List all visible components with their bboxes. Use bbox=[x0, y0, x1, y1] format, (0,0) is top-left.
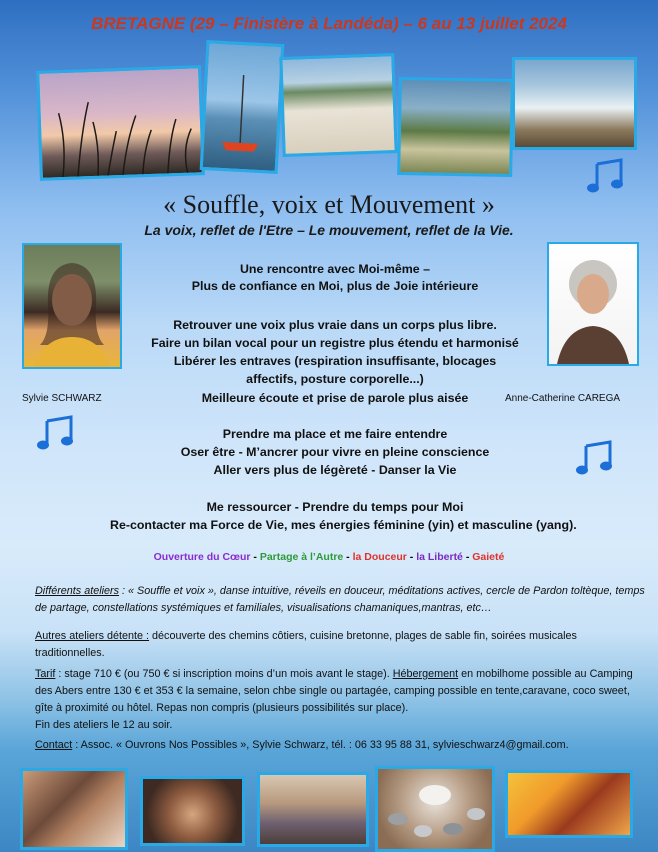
value-separator: - bbox=[343, 551, 353, 563]
ateliers-paragraph bbox=[35, 583, 645, 617]
text-line: affectifs, posture corporelle...) bbox=[246, 372, 424, 386]
music-note-icon bbox=[574, 440, 616, 476]
page-title: « Souffle, voix et Mouvement » bbox=[163, 190, 495, 219]
photo-sailboat bbox=[200, 40, 285, 174]
hebergement-text: en mobilhome possible au Camping des Abers entre 130 € et 353 € la semaine, selon chbe single ou partagée, camping possible en tente,caravane, coco sweet, gîte à proximité ou hôtel. Repas non compris (plusieurs possibilités sur place). bbox=[35, 668, 633, 714]
photo-circle-hands bbox=[140, 776, 245, 846]
text-line: Prendre ma place et me faire entendre bbox=[222, 427, 448, 441]
ateliers-label: Différents ateliers bbox=[35, 585, 120, 597]
value-separator: - bbox=[250, 551, 260, 563]
value-douceur: la Douceur bbox=[352, 551, 407, 563]
text-line: Une rencontre avec Moi-même – bbox=[239, 262, 431, 276]
portrait-anne-catherine bbox=[547, 242, 639, 366]
fin-ateliers-text: Fin des ateliers le 12 au soir. bbox=[35, 719, 173, 731]
value-ouverture: Ouverture du Cœur bbox=[153, 551, 251, 563]
text-line: Retrouver une voix plus vraie dans un corps plus libre. bbox=[173, 318, 497, 332]
portrait-sylvie bbox=[22, 243, 122, 369]
music-note-icon bbox=[35, 415, 77, 451]
value-separator: - bbox=[462, 551, 473, 563]
hebergement-label: Hébergement bbox=[392, 668, 459, 680]
detente-paragraph bbox=[35, 628, 645, 662]
text-line: Plus de confiance en Moi, plus de Joie intérieure bbox=[191, 279, 479, 293]
contact-text: : Assoc. « Ouvrons Nos Possibles », Sylvie Schwarz, tél. : 06 33 95 88 31, sylvieschwarz4@gmail.com. bbox=[72, 739, 569, 751]
value-partage: Partage à l’Autre bbox=[259, 551, 344, 563]
text-line: Aller vers plus de légèreté - Danser la Vie bbox=[213, 463, 457, 477]
tarif-text: : stage 710 € (ou 750 € si inscription moins d’un mois avant le stage). bbox=[55, 668, 393, 680]
header-title: BRETAGNE (29 – Finistère à Landéda) – 6 au 13 juillet 2024 bbox=[91, 14, 567, 33]
portrait-name-right: Anne-Catherine CAREGA bbox=[505, 393, 621, 404]
text-line: Oser être - M’ancrer pour vivre en pleine conscience bbox=[180, 445, 490, 459]
contact-paragraph bbox=[35, 737, 645, 754]
detente-label: Autres ateliers détente : bbox=[35, 630, 150, 642]
photo-coastal-grass bbox=[397, 77, 514, 177]
text-line: Libérer les entraves (respiration insuffisante, blocages bbox=[173, 354, 497, 368]
text-line: Re-contacter ma Force de Vie, mes énergies féminine (yin) et masculine (yang). bbox=[110, 518, 577, 532]
music-note-icon bbox=[585, 158, 627, 194]
photo-singing-face bbox=[505, 770, 633, 838]
detente-text: découverte des chemins côtiers, cuisine bretonne, plages de sable fin, soirées musicales traditionnelles. bbox=[35, 630, 577, 659]
text-line: Meilleure écoute et prise de parole plus aisée bbox=[201, 391, 469, 405]
photo-stones-circle bbox=[375, 766, 495, 852]
text-line: Faire un bilan vocal pour un registre plus étendu et harmonisé bbox=[151, 336, 519, 350]
value-separator: - bbox=[406, 551, 417, 563]
value-gaiete: Gaieté bbox=[472, 551, 505, 563]
tarif-label: Tarif bbox=[35, 668, 56, 680]
text-line: Me ressourcer - Prendre du temps pour Moi bbox=[206, 500, 464, 514]
value-liberte: la Liberté bbox=[416, 551, 463, 563]
photo-beach-dune bbox=[279, 53, 397, 157]
contact-label: Contact bbox=[35, 739, 73, 751]
photo-rocky-waves bbox=[512, 57, 637, 150]
portrait-name-left: Sylvie SCHWARZ bbox=[22, 393, 102, 404]
page-subtitle: La voix, reflet de l'Etre – Le mouvement, reflet de la Vie. bbox=[144, 222, 514, 238]
photo-group-dance bbox=[257, 772, 369, 847]
ateliers-text: : « Souffle et voix », danse intuitive, réveils en douceur, méditations actives, cercle de Pardon toltèque, temps de partage, constellations systémiques et familiales, visualisations chamaniques,mantras, etc… bbox=[35, 585, 645, 614]
photo-sunset-grass bbox=[36, 65, 205, 181]
photo-group-hug bbox=[20, 768, 128, 850]
values-line bbox=[0, 551, 658, 563]
tarif-paragraph bbox=[35, 666, 645, 734]
